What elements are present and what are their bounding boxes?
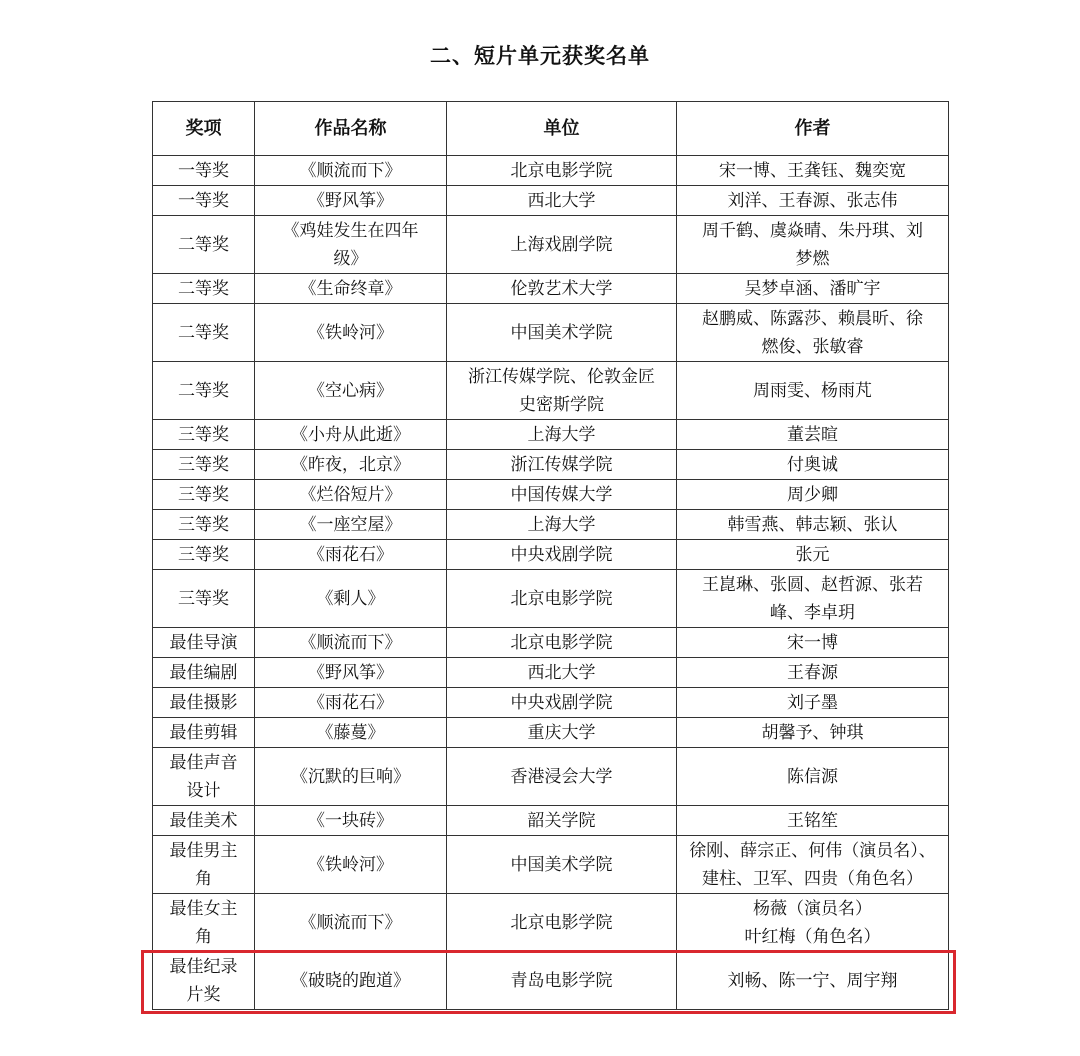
- cell-text: 刘子墨: [787, 692, 838, 713]
- cell-award: [153, 540, 255, 570]
- table-row: [153, 806, 949, 836]
- cell-text: 刘畅、陈一宁、周宇翔: [727, 970, 898, 991]
- table-row: [153, 952, 949, 1010]
- cell-text: 《小舟从此逝》: [291, 424, 410, 445]
- cell-author: [677, 510, 949, 540]
- table-row: [153, 894, 949, 952]
- table-row: [153, 274, 949, 304]
- header-unit: 单位: [447, 102, 677, 156]
- cell-unit: [447, 806, 677, 836]
- cell-text: 最佳女主: [169, 898, 238, 919]
- cell-award: [153, 806, 255, 836]
- cell-text: 《空心病》: [308, 380, 393, 401]
- cell-author: [677, 362, 949, 420]
- cell-award: [153, 570, 255, 628]
- cell-work: [255, 216, 447, 274]
- cell-author: [677, 628, 949, 658]
- table-row: [153, 540, 949, 570]
- table-row: [153, 836, 949, 894]
- cell-text: 北京电影学院: [510, 160, 613, 181]
- cell-text: 《藤蔓》: [316, 722, 385, 743]
- cell-text: 王春源: [787, 662, 838, 683]
- cell-author: [677, 748, 949, 806]
- cell-text: 最佳编剧: [169, 662, 238, 683]
- cell-text: 付奥诚: [787, 454, 838, 475]
- cell-text: 中国美术学院: [510, 854, 613, 875]
- cell-award: [153, 420, 255, 450]
- cell-author: [677, 450, 949, 480]
- cell-author: [677, 480, 949, 510]
- cell-author: [677, 658, 949, 688]
- cell-work: [255, 186, 447, 216]
- cell-unit: [447, 186, 677, 216]
- table-row: [153, 450, 949, 480]
- cell-text: 二等奖: [178, 322, 229, 343]
- cell-unit: [447, 718, 677, 748]
- cell-text: 最佳剪辑: [169, 722, 238, 743]
- cell-text: 峰、李卓玥: [770, 602, 855, 623]
- cell-unit: [447, 156, 677, 186]
- cell-work: [255, 156, 447, 186]
- cell-text: 《烂俗短片》: [299, 484, 402, 505]
- cell-unit: [447, 628, 677, 658]
- cell-award: [153, 186, 255, 216]
- cell-text: 二等奖: [178, 278, 229, 299]
- cell-text: 浙江传媒学院、伦敦金匠: [468, 366, 655, 387]
- table-row: [153, 658, 949, 688]
- cell-award: [153, 362, 255, 420]
- cell-text: 建柱、卫军、四贵（角色名）: [702, 868, 923, 889]
- cell-award: [153, 658, 255, 688]
- cell-author: [677, 186, 949, 216]
- cell-text: 梦燃: [795, 248, 830, 269]
- cell-author: [677, 836, 949, 894]
- cell-award: [153, 748, 255, 806]
- cell-text: 董芸暄: [787, 424, 838, 445]
- cell-work: [255, 894, 447, 952]
- cell-author: [677, 216, 949, 274]
- cell-work: [255, 570, 447, 628]
- cell-text: 上海大学: [527, 424, 596, 445]
- cell-award: [153, 510, 255, 540]
- cell-text: 《生命终章》: [299, 278, 402, 299]
- cell-text: 史密斯学院: [519, 394, 604, 415]
- cell-unit: [447, 420, 677, 450]
- cell-text: 韶关学院: [527, 810, 596, 831]
- cell-unit: [447, 480, 677, 510]
- table-row: [153, 156, 949, 186]
- cell-unit: [447, 274, 677, 304]
- table-row: [153, 628, 949, 658]
- table-row: [153, 570, 949, 628]
- cell-text: 《破晓的跑道》: [291, 970, 410, 991]
- cell-text: 上海戏剧学院: [510, 234, 613, 255]
- cell-text: 级》: [333, 248, 368, 269]
- cell-text: 《剩人》: [316, 588, 385, 609]
- cell-award: [153, 894, 255, 952]
- cell-text: 片奖: [186, 984, 221, 1005]
- table-row: [153, 688, 949, 718]
- cell-text: 三等奖: [178, 544, 229, 565]
- cell-text: 西北大学: [527, 662, 596, 683]
- cell-text: 三等奖: [178, 484, 229, 505]
- cell-text: 杨薇（演员名）: [753, 898, 872, 919]
- cell-text: 二等奖: [178, 380, 229, 401]
- table-row: [153, 748, 949, 806]
- cell-unit: [447, 304, 677, 362]
- page-title: 二、短片单元获奖名单: [430, 44, 650, 68]
- cell-text: 北京电影学院: [510, 632, 613, 653]
- cell-text: 《雨花石》: [308, 692, 393, 713]
- cell-text: 二等奖: [178, 234, 229, 255]
- cell-unit: [447, 540, 677, 570]
- cell-unit: [447, 658, 677, 688]
- cell-work: [255, 450, 447, 480]
- cell-text: 胡馨予、钟琪: [761, 722, 864, 743]
- header-author: 作者: [677, 102, 949, 156]
- cell-text: 《顺流而下》: [299, 632, 402, 653]
- cell-text: 吴梦卓涵、潘旷宇: [744, 278, 881, 299]
- cell-award: [153, 156, 255, 186]
- cell-text: 《野风筝》: [308, 190, 393, 211]
- cell-author: [677, 570, 949, 628]
- cell-text: 上海大学: [527, 514, 596, 535]
- cell-author: [677, 304, 949, 362]
- table-row: [153, 216, 949, 274]
- table-row: [153, 304, 949, 362]
- cell-text: 周少卿: [787, 484, 838, 505]
- cell-text: 设计: [186, 780, 221, 801]
- cell-text: 徐刚、薛宗正、何伟（演员名）、: [689, 840, 936, 861]
- cell-unit: [447, 362, 677, 420]
- cell-text: 《铁岭河》: [308, 322, 393, 343]
- table-header-row: [153, 102, 949, 156]
- cell-text: 张元: [795, 544, 830, 565]
- table-row: [153, 510, 949, 540]
- cell-award: [153, 216, 255, 274]
- cell-author: [677, 274, 949, 304]
- cell-text: 三等奖: [178, 454, 229, 475]
- cell-work: [255, 362, 447, 420]
- cell-text: 最佳摄影: [169, 692, 238, 713]
- cell-work: [255, 718, 447, 748]
- cell-text: 青岛电影学院: [510, 970, 613, 991]
- cell-text: 王崑琳、张圆、赵哲源、张若: [702, 574, 923, 595]
- cell-text: 叶红梅（角色名）: [744, 926, 881, 947]
- cell-work: [255, 952, 447, 1010]
- cell-text: 燃俊、张敏睿: [761, 336, 864, 357]
- cell-text: 最佳纪录: [169, 956, 238, 977]
- cell-unit: [447, 748, 677, 806]
- cell-award: [153, 952, 255, 1010]
- cell-text: 周千鹤、虞焱晴、朱丹琪、刘: [702, 220, 923, 241]
- cell-text: 宋一博: [787, 632, 838, 653]
- cell-text: 中央戏剧学院: [510, 544, 613, 565]
- cell-text: 最佳声音: [169, 752, 238, 773]
- cell-text: 三等奖: [178, 424, 229, 445]
- table-row: [153, 186, 949, 216]
- cell-work: [255, 748, 447, 806]
- cell-text: 重庆大学: [527, 722, 596, 743]
- cell-text: 一等奖: [178, 190, 229, 211]
- cell-text: 《鸡娃发生在四年: [282, 220, 419, 241]
- cell-work: [255, 510, 447, 540]
- cell-award: [153, 274, 255, 304]
- cell-award: [153, 836, 255, 894]
- cell-award: [153, 688, 255, 718]
- cell-author: [677, 894, 949, 952]
- cell-text: 角: [195, 926, 212, 947]
- cell-text: 最佳男主: [169, 840, 238, 861]
- cell-unit: [447, 688, 677, 718]
- cell-text: 北京电影学院: [510, 912, 613, 933]
- cell-work: [255, 540, 447, 570]
- cell-work: [255, 274, 447, 304]
- cell-author: [677, 540, 949, 570]
- cell-text: 《顺流而下》: [299, 160, 402, 181]
- cell-unit: [447, 952, 677, 1010]
- cell-text: 香港浸会大学: [510, 766, 613, 787]
- cell-unit: [447, 450, 677, 480]
- cell-author: [677, 688, 949, 718]
- cell-author: [677, 156, 949, 186]
- cell-text: 三等奖: [178, 514, 229, 535]
- cell-award: [153, 718, 255, 748]
- cell-text: 《铁岭河》: [308, 854, 393, 875]
- cell-text: 《雨花石》: [308, 544, 393, 565]
- cell-unit: [447, 894, 677, 952]
- cell-text: 《顺流而下》: [299, 912, 402, 933]
- cell-text: 角: [195, 868, 212, 889]
- cell-unit: [447, 510, 677, 540]
- cell-unit: [447, 570, 677, 628]
- cell-text: 中国美术学院: [510, 322, 613, 343]
- cell-work: [255, 806, 447, 836]
- cell-text: 西北大学: [527, 190, 596, 211]
- cell-text: 伦敦艺术大学: [510, 278, 613, 299]
- cell-award: [153, 628, 255, 658]
- cell-text: 刘洋、王春源、张志伟: [727, 190, 898, 211]
- cell-author: [677, 806, 949, 836]
- cell-work: [255, 420, 447, 450]
- cell-work: [255, 688, 447, 718]
- cell-text: 韩雪燕、韩志颖、张认: [727, 514, 898, 535]
- cell-text: 中央戏剧学院: [510, 692, 613, 713]
- table-row: [153, 362, 949, 420]
- awards-table: [152, 101, 949, 1010]
- cell-text: 《一座空屋》: [299, 514, 402, 535]
- cell-text: 最佳导演: [169, 632, 238, 653]
- table-row: [153, 480, 949, 510]
- cell-text: 宋一博、王龚钰、魏奕宽: [719, 160, 906, 181]
- cell-text: 《一块砖》: [308, 810, 393, 831]
- cell-work: [255, 836, 447, 894]
- cell-text: 陈信源: [787, 766, 838, 787]
- cell-text: 浙江传媒学院: [510, 454, 613, 475]
- cell-work: [255, 628, 447, 658]
- cell-unit: [447, 836, 677, 894]
- cell-award: [153, 480, 255, 510]
- cell-author: [677, 718, 949, 748]
- cell-text: 《野风筝》: [308, 662, 393, 683]
- cell-text: 中国传媒大学: [510, 484, 613, 505]
- cell-work: [255, 658, 447, 688]
- cell-text: 赵鹏威、陈露莎、赖晨昕、徐: [702, 308, 923, 329]
- cell-award: [153, 450, 255, 480]
- cell-award: [153, 304, 255, 362]
- cell-author: [677, 420, 949, 450]
- table-body: [153, 156, 949, 1010]
- table-row: [153, 718, 949, 748]
- cell-work: [255, 304, 447, 362]
- cell-text: 王铭笙: [787, 810, 838, 831]
- cell-author: [677, 952, 949, 1010]
- cell-text: 三等奖: [178, 588, 229, 609]
- cell-work: [255, 480, 447, 510]
- header-work: 作品名称: [255, 102, 447, 156]
- cell-text: 《沉默的巨响》: [291, 766, 410, 787]
- cell-text: 一等奖: [178, 160, 229, 181]
- cell-text: 《昨夜，北京》: [291, 454, 410, 475]
- cell-unit: [447, 216, 677, 274]
- cell-text: 北京电影学院: [510, 588, 613, 609]
- table-row: [153, 420, 949, 450]
- cell-text: 最佳美术: [169, 810, 238, 831]
- header-award: 奖项: [153, 102, 255, 156]
- cell-text: 周雨雯、杨雨芃: [753, 380, 872, 401]
